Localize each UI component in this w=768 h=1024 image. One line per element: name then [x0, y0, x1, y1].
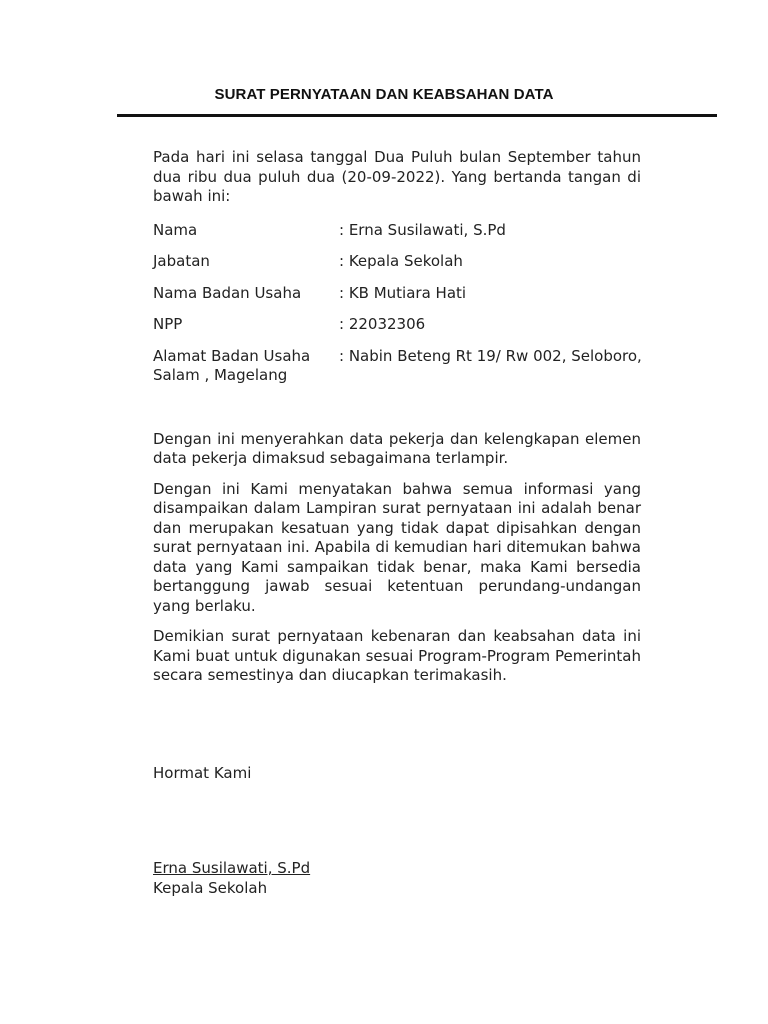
field-value: : 22032306 [339, 315, 426, 333]
field-value: : Erna Susilawati, S.Pd [339, 220, 506, 239]
document-body [153, 148, 641, 697]
signatory-title: Kepala Sekolah [153, 879, 268, 897]
field-npp [153, 315, 641, 335]
field-label: Nama Badan Usaha [153, 283, 302, 302]
field-label: Alamat Badan Usaha [153, 346, 311, 365]
title-divider [117, 114, 717, 117]
address-continuation: Salam , Magelang [153, 366, 288, 384]
field-value: : Nabin Beteng Rt 19/ Rw 002, Seloboro, [339, 346, 642, 365]
body-paragraph-1: Dengan ini menyerahkan data pekerja dan kelengkapan elemen data pekerja dimaksud sebagaimana terlampir. [153, 429, 641, 467]
field-label: Nama [153, 220, 198, 239]
document-title: SURAT PERNYATAAN DAN KEABSAHAN DATA [214, 86, 554, 103]
field-jabatan [153, 252, 641, 272]
closing-greeting: Hormat Kami [153, 764, 252, 782]
field-label: Jabatan [153, 252, 210, 270]
field-nama-badan-usaha [153, 284, 641, 304]
intro-paragraph: Pada hari ini selasa tanggal Dua Puluh bulan September tahun dua ribu dua puluh dua (20-09-2022). Yang bertanda tangan di bawah ini: [153, 148, 641, 205]
field-nama [153, 221, 641, 241]
field-alamat-badan-usaha [153, 347, 641, 367]
field-label: NPP [153, 315, 183, 333]
body-paragraph-3: Demikian surat pernyataan kebenaran dan keabsahan data ini Kami buat untuk digunakan sesuai Program-Program Pemerintah secara semestinya dan diucapkan terimakasih. [153, 627, 641, 684]
signatory-name: Erna Susilawati, S.Pd [153, 859, 311, 877]
field-value: : KB Mutiara Hati [339, 283, 467, 302]
field-value: : Kepala Sekolah [339, 252, 463, 270]
body-paragraph-2: Dengan ini Kami menyatakan bahwa semua informasi yang disampaikan dalam Lampiran surat pernyataan ini adalah benar dan merupakan kesatuan yang tidak dapat dipisahkan dengan surat pernyataan ini. Apabila di kemudian hari ditemukan bahwa data yang Kami sampaikan tidak benar, maka Kami bersedia bertanggung jawab sesuai ketentuan perundang-undangan yang berlaku. [153, 479, 641, 615]
